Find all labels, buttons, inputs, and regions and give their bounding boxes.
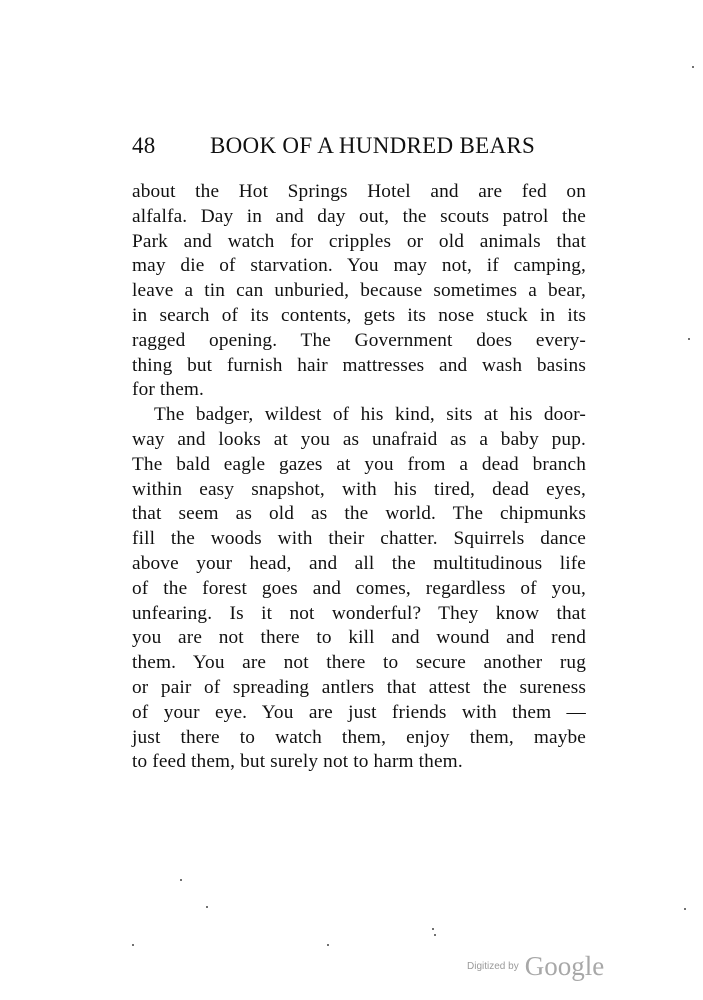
text-line: to feed them, but surely not to harm them. [132,751,463,773]
google-logo: Google [524,951,605,981]
text-line: that seem as old as the world. The chipmunks [132,503,586,525]
text-line: leave a tin can unburied, because sometimes a bear, [132,280,586,302]
scan-speck [206,906,208,908]
page-number: 48 [132,133,156,158]
scan-speck [688,338,690,340]
text-line: or pair of spreading antlers that attest the sureness [132,676,586,698]
paragraph-1 [132,180,586,403]
scan-speck [434,934,436,936]
text-line: above your head, and all the multitudinous life [132,552,586,574]
digitized-watermark [467,951,604,982]
running-head: BOOK OF A HUNDRED BEARS [210,133,536,158]
scan-speck [684,908,686,910]
text-line: way and looks at you as unafraid as a baby pup. [132,428,586,450]
watermark-prefix: Digitized by [467,961,519,972]
text-line: within easy snapshot, with his tired, dead eyes, [132,478,586,500]
scan-speck [432,928,434,930]
text-line: them. You are not there to secure another rug [132,652,586,674]
text-line: unfearing. Is it not wonderful? They know that [132,602,586,624]
text-line: about the Hot Springs Hotel and are fed on [132,181,586,202]
scan-speck [180,879,182,881]
text-line: of your eye. You are just friends with them — [132,701,586,723]
text-line: just there to watch them, enjoy them, maybe [132,726,586,748]
scan-speck [327,944,329,946]
text-line: fill the woods with their chatter. Squirrels dance [132,528,586,550]
text-line: Park and watch for cripples or old animals that [132,230,586,252]
scan-speck [132,944,134,946]
text-line: ragged opening. The Government does every- [132,329,586,351]
text-line: may die of starvation. You may not, if camping, [132,255,586,277]
text-line: of the forest goes and comes, regardless of you, [132,577,586,599]
text-line: alfalfa. Day in and day out, the scouts patrol the [132,205,586,227]
text-line: you are not there to kill and wound and rend [132,627,586,649]
paragraph-2 [132,403,586,775]
text-line: The bald eagle gazes at you from a dead branch [132,453,586,475]
text-line: The badger, wildest of his kind, sits at his door- [154,404,586,426]
text-line: for them. [132,379,205,401]
body-text [132,180,586,775]
text-line: thing but furnish hair mattresses and wash basins [132,354,586,376]
scan-speck [692,66,694,68]
text-line: in search of its contents, gets its nose stuck in its [132,304,586,326]
